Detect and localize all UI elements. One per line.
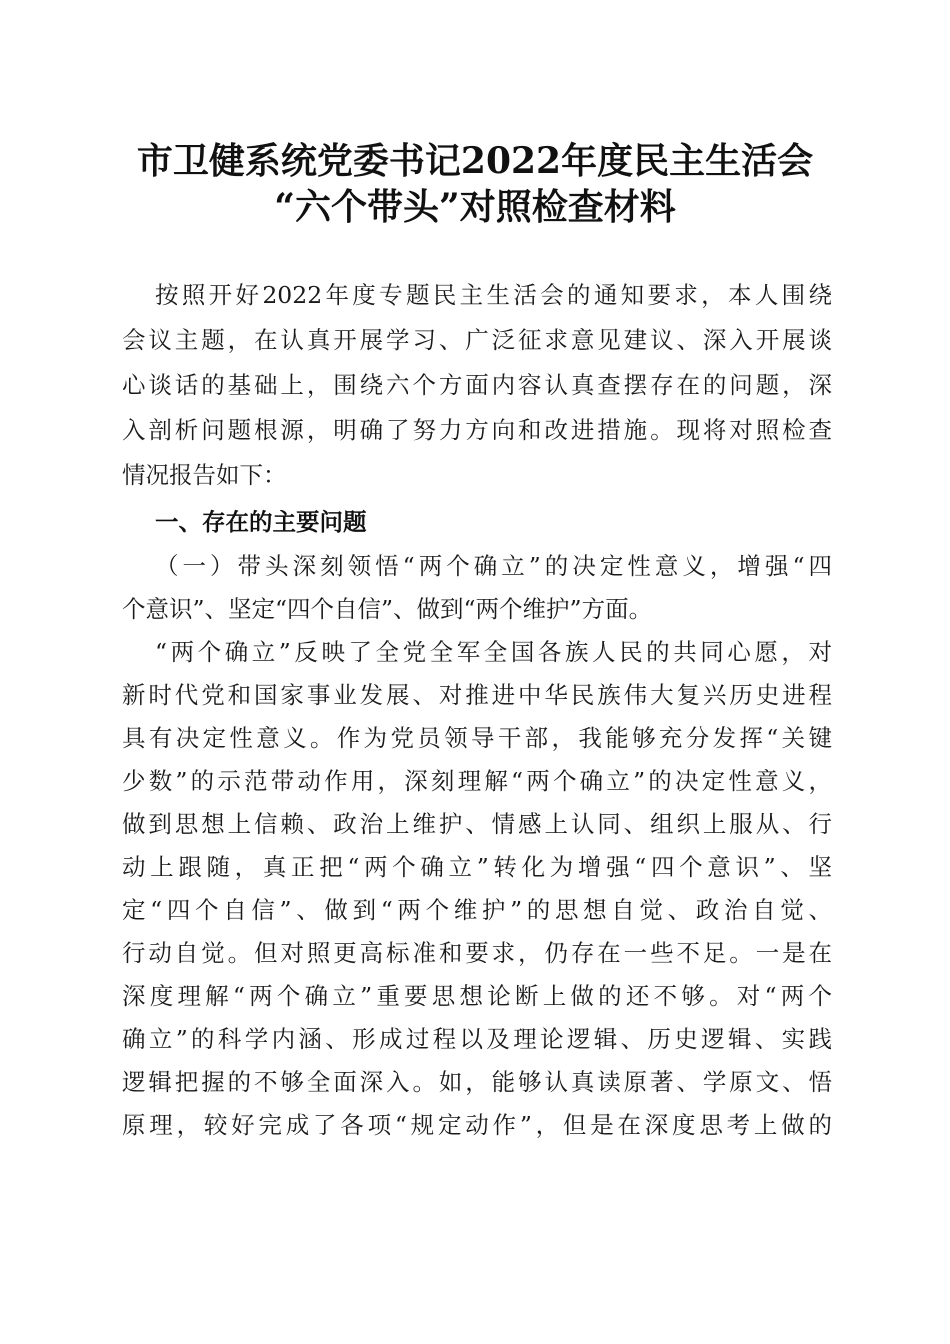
subsection-heading-line: 个意识”、坚定“四个自信”、做到“两个维护”方面。 bbox=[122, 595, 653, 623]
paragraph-line: 新时代党和国家事业发展、对推进中华民族伟大复兴历史进程 bbox=[122, 681, 832, 709]
intro-line: 情况报告如下： bbox=[122, 461, 287, 489]
intro-line: 按照开好2022年度专题民主生活会的通知要求，本人围绕 bbox=[155, 281, 832, 309]
paragraph-line: 具有决定性意义。作为党员领导干部，我能够充分发挥“关键 bbox=[122, 724, 832, 752]
paragraph-line: 动上跟随，真正把“两个确立”转化为增强“四个意识”、坚 bbox=[122, 853, 832, 881]
document-title-line-1: 市卫健系统党委书记2022年度民主生活会 bbox=[136, 140, 814, 182]
paragraph-line: 原理，较好完成了各项“规定动作”，但是在深度思考上做的 bbox=[122, 1111, 832, 1139]
paragraph-line: 定“四个自信”、做到“两个维护”的思想自觉、政治自觉、 bbox=[122, 896, 832, 924]
intro-line: 入剖析问题根源，明确了努力方向和改进措施。现将对照检查 bbox=[122, 416, 832, 444]
document-title-line-2: “六个带头”对照检查材料 bbox=[274, 186, 676, 228]
paragraph-line: “两个确立”反映了全党全军全国各族人民的共同心愿，对 bbox=[155, 638, 832, 666]
paragraph-line: 行动自觉。但对照更高标准和要求，仍存在一些不足。一是在 bbox=[122, 939, 832, 967]
paragraph-line: 少数”的示范带动作用，深刻理解“两个确立”的决定性意义， bbox=[122, 767, 832, 795]
paragraph-line: 做到思想上信赖、政治上维护、情感上认同、组织上服从、行 bbox=[122, 810, 832, 838]
section-heading: 一、存在的主要问题 bbox=[155, 508, 367, 536]
subsection-heading-line: （一）带头深刻领悟“两个确立”的决定性意义，增强“四 bbox=[155, 552, 832, 580]
paragraph-line: 深度理解“两个确立”重要思想论断上做的还不够。对“两个 bbox=[122, 982, 832, 1010]
intro-line: 会议主题，在认真开展学习、广泛征求意见建议、深入开展谈 bbox=[122, 326, 832, 354]
intro-line: 心谈话的基础上，围绕六个方面内容认真查摆存在的问题，深 bbox=[122, 371, 832, 399]
paragraph-line: 确立”的科学内涵、形成过程以及理论逻辑、历史逻辑、实践 bbox=[122, 1025, 832, 1053]
paragraph-line: 逻辑把握的不够全面深入。如，能够认真读原著、学原文、悟 bbox=[122, 1068, 832, 1096]
